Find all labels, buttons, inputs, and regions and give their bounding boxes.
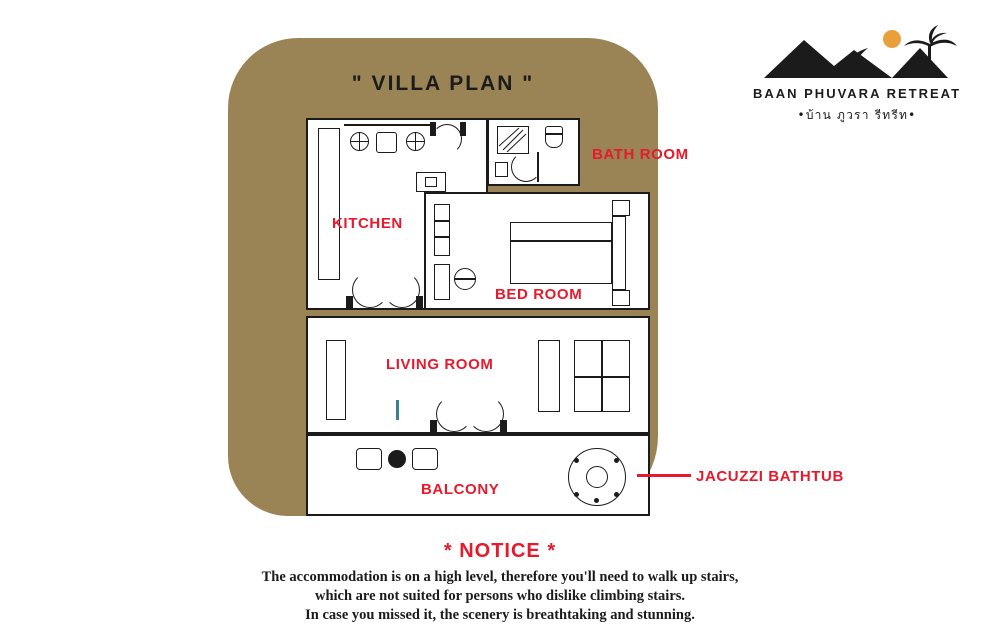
shower-lines-icon xyxy=(497,126,529,154)
wardrobe-tall xyxy=(434,204,450,256)
kitchen-door-arc-right xyxy=(384,272,420,308)
jacuzzi-jet-1 xyxy=(574,458,579,463)
jacuzzi-inner-ring xyxy=(586,466,608,488)
living-door-arc-left xyxy=(436,396,472,432)
kitchen-door-jamb-left xyxy=(346,296,353,310)
living-door-jamb-right xyxy=(500,420,507,434)
bed-pillow-divider xyxy=(510,240,612,242)
brand-name: BAAN PHUVARA RETREAT xyxy=(752,86,962,101)
jacuzzi-jet-2 xyxy=(614,458,619,463)
notice-body xyxy=(0,568,1000,625)
label-bathroom: BATH ROOM xyxy=(592,146,689,163)
label-kitchen: KITCHEN xyxy=(332,215,403,232)
jacuzzi-jet-4 xyxy=(614,492,619,497)
side-table-dot xyxy=(388,450,406,468)
chair-right xyxy=(412,448,438,470)
notice-line-3: In case you missed it, the scenery is breathtaking and stunning. xyxy=(305,607,695,623)
living-partition-mark xyxy=(396,400,399,420)
kitchen-top-door-arc xyxy=(432,124,462,154)
wardrobe-divider-2 xyxy=(434,236,450,238)
sink-fixture xyxy=(495,162,508,177)
brand-thai-name: •บ้าน ภูวรา รีทรีท• xyxy=(797,108,917,122)
notice-line-2: which are not suited for persons who dislike climbing stairs. xyxy=(314,588,686,604)
label-bedroom: BED ROOM xyxy=(495,286,583,303)
dresser xyxy=(434,264,450,300)
label-jacuzzi-bathtub: JACUZZI BATHTUB xyxy=(696,468,844,485)
sink-basin xyxy=(376,132,397,153)
label-balcony: BALCONY xyxy=(421,481,500,498)
chair-left xyxy=(356,448,382,470)
notice-line-1: The accommodation is on a high level, therefore you'll need to walk up stairs, xyxy=(261,569,739,585)
room-balcony xyxy=(306,434,650,516)
table-right-divider-v xyxy=(601,340,603,412)
kitchen-door-jamb-right xyxy=(416,296,423,310)
label-livingroom: LIVING ROOM xyxy=(386,356,494,373)
cabinet-right xyxy=(538,340,560,412)
bed xyxy=(510,222,612,284)
jacuzzi-jet-3 xyxy=(574,492,579,497)
wardrobe-divider-1 xyxy=(434,220,450,222)
living-door-arc-right xyxy=(468,396,504,432)
page-title: " VILLA PLAN " xyxy=(351,72,535,95)
kitchen-wall-stub-b xyxy=(460,122,466,136)
nightstand-bottom xyxy=(612,290,630,306)
bathroom-door-leaf xyxy=(537,152,539,182)
nightstand-top xyxy=(612,200,630,216)
sofa-left xyxy=(326,340,346,420)
toilet-fixture xyxy=(545,126,563,148)
headboard xyxy=(612,216,626,290)
counter-long xyxy=(318,128,340,280)
room-bathroom xyxy=(487,118,580,186)
kitchen-door-arc-left xyxy=(352,272,388,308)
burner-cross-icon xyxy=(350,132,369,151)
living-door-jamb-left xyxy=(430,420,437,434)
brand-logo xyxy=(742,22,972,125)
jacuzzi-callout-line xyxy=(637,474,691,477)
room-livingroom xyxy=(306,316,650,434)
counter-top-edge xyxy=(344,124,436,126)
toilet-tank-line xyxy=(545,133,563,135)
burner-cross-right-icon xyxy=(406,132,425,151)
mountain-palm-sun-logo-icon xyxy=(742,22,972,84)
notice-title: * NOTICE * xyxy=(443,540,557,562)
jacuzzi-jet-5 xyxy=(594,498,599,503)
table-inner xyxy=(425,177,437,187)
round-table-line xyxy=(454,278,476,280)
